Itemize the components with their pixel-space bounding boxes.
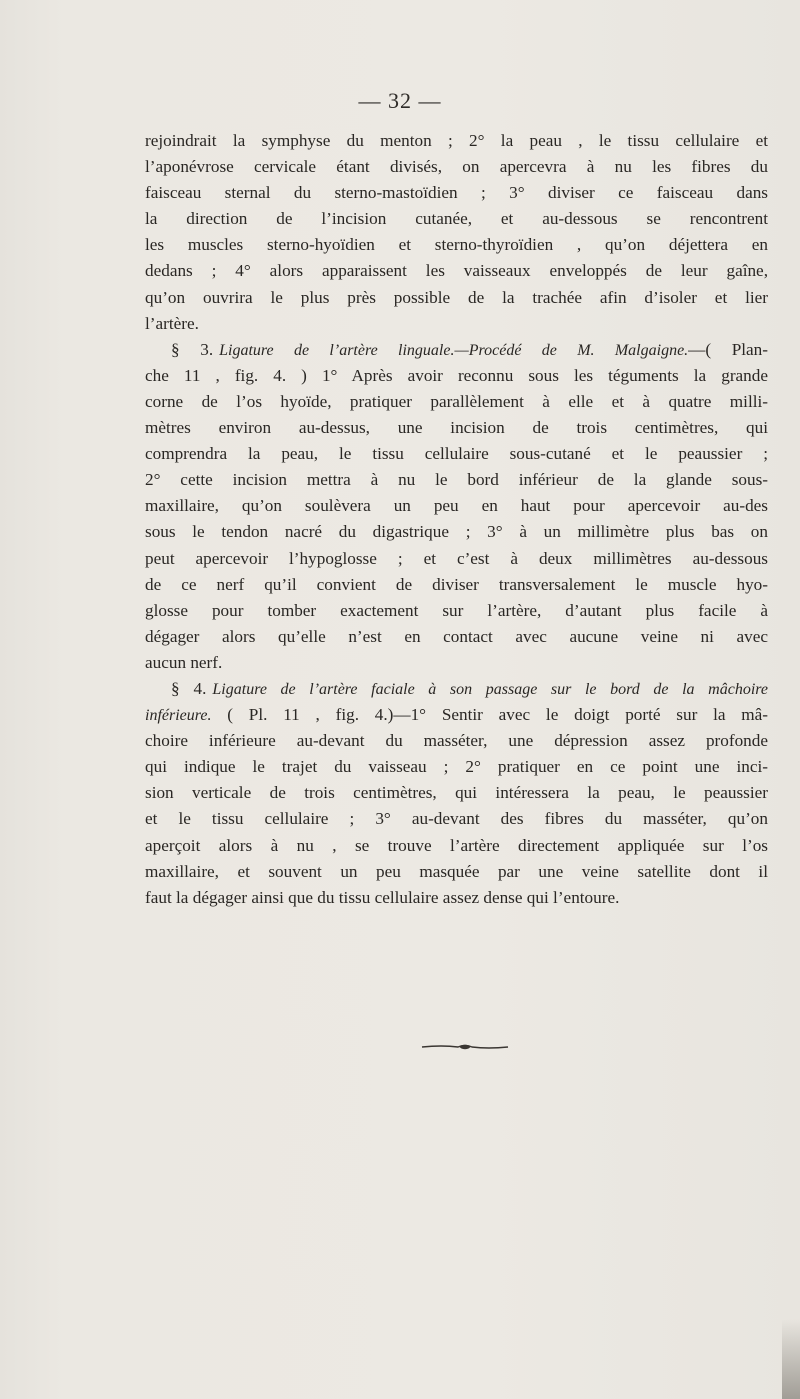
- section-number: § 3.: [171, 339, 214, 359]
- text-line: glosse pour tomber exactement sur l’artère, d’autant plus facile à: [145, 600, 768, 620]
- section-reference: ( Pl. 11 , fig. 4.)—1° Sentir avec le doigt porté sur la mâ-: [211, 705, 768, 725]
- text-line: rejoindrait la symphyse du menton ; 2° la peau , le tissu cellulaire et: [145, 131, 768, 150]
- text-line: corne de l’os hyoïde, pratiquer parallèlement à elle et à quatre milli-: [145, 391, 768, 411]
- text-line: sion verticale de trois centimètres, qui intéressera la peau, le peaussier: [145, 783, 768, 803]
- text-line: les muscles sterno-hyoïdien et sterno-thyroïdien , qu’on déjettera en: [145, 235, 768, 255]
- text-line: choire inférieure au-devant du masséter, une dépression assez profonde: [145, 731, 768, 751]
- text-line: de ce nerf qu’il convient de diviser transversalement le muscle hyo-: [145, 574, 768, 594]
- section-heading: Ligature de l’artère linguale.—Procédé de M. Malgaigne.: [219, 341, 689, 359]
- text-line: comprendra la peau, le tissu cellulaire sous-cutané et le peaussier ;: [145, 444, 768, 464]
- text-line: dégager alors qu’elle n’est en contact avec aucune veine ni avec: [145, 626, 768, 646]
- text-line: 2° cette incision mettra à nu le bord inférieur de la glande sous-: [145, 470, 768, 490]
- body-text: [145, 128, 768, 911]
- text-line: qui indique le trajet du vaisseau ; 2° pratiquer en ce point une inci-: [145, 757, 768, 777]
- text-line: l’artère.: [145, 313, 199, 333]
- text-line: [145, 676, 768, 702]
- text-line: dedans ; 4° alors apparaissent les vaisseaux enveloppés de leur gaîne,: [145, 261, 768, 281]
- text-line: et le tissu cellulaire ; 3° au-devant des fibres du masséter, qu’on: [145, 809, 768, 829]
- text-line: che 11 , fig. 4. ) 1° Après avoir reconnu sous les téguments la grande: [145, 365, 768, 385]
- text-line: maxillaire, qu’on soulèvera un peu en haut pour apercevoir au-des: [145, 496, 768, 516]
- section-reference: —( Plan-: [688, 339, 768, 359]
- text-line: [145, 337, 768, 363]
- text-line: la direction de l’incision cutanée, et au-dessous se rencontrent: [145, 209, 768, 229]
- end-ornament: [420, 1043, 510, 1051]
- page-number: — 32 —: [358, 88, 442, 113]
- text-line: qu’on ouvrira le plus près possible de la trachée afin d’isoler et lier: [145, 287, 768, 307]
- text-line: aperçoit alors à nu , se trouve l’artère directement appliquée sur l’os: [145, 835, 768, 855]
- text-line: aucun nerf.: [145, 652, 223, 672]
- text-line: mètres environ au-dessus, une incision de trois centimètres, qui: [145, 418, 768, 438]
- text-line: l’aponévrose cervicale étant divisés, on apercevra à nu les fibres du: [145, 157, 768, 177]
- section-heading: Ligature de l’artère faciale à son passage sur le bord de la mâchoire: [212, 680, 768, 698]
- text-line: faisceau sternal du sterno-mastoïdien ; 3° diviser ce faisceau dans: [145, 183, 768, 203]
- page-edge-shadow: [782, 1319, 800, 1399]
- text-line: sous le tendon nacré du digastrique ; 3° à un millimètre plus bas on: [145, 522, 768, 542]
- section-number: § 4.: [171, 678, 207, 698]
- text-line: peut apercevoir l’hypoglosse ; et c’est à deux millimètres au-dessous: [145, 548, 768, 568]
- text-line: faut la dégager ainsi que du tissu cellulaire assez dense qui l’entoure.: [145, 887, 620, 907]
- text-line: [145, 702, 768, 728]
- section-heading: inférieure.: [145, 707, 212, 725]
- text-line: maxillaire, et souvent un peu masquée par une veine satellite dont il: [145, 861, 768, 881]
